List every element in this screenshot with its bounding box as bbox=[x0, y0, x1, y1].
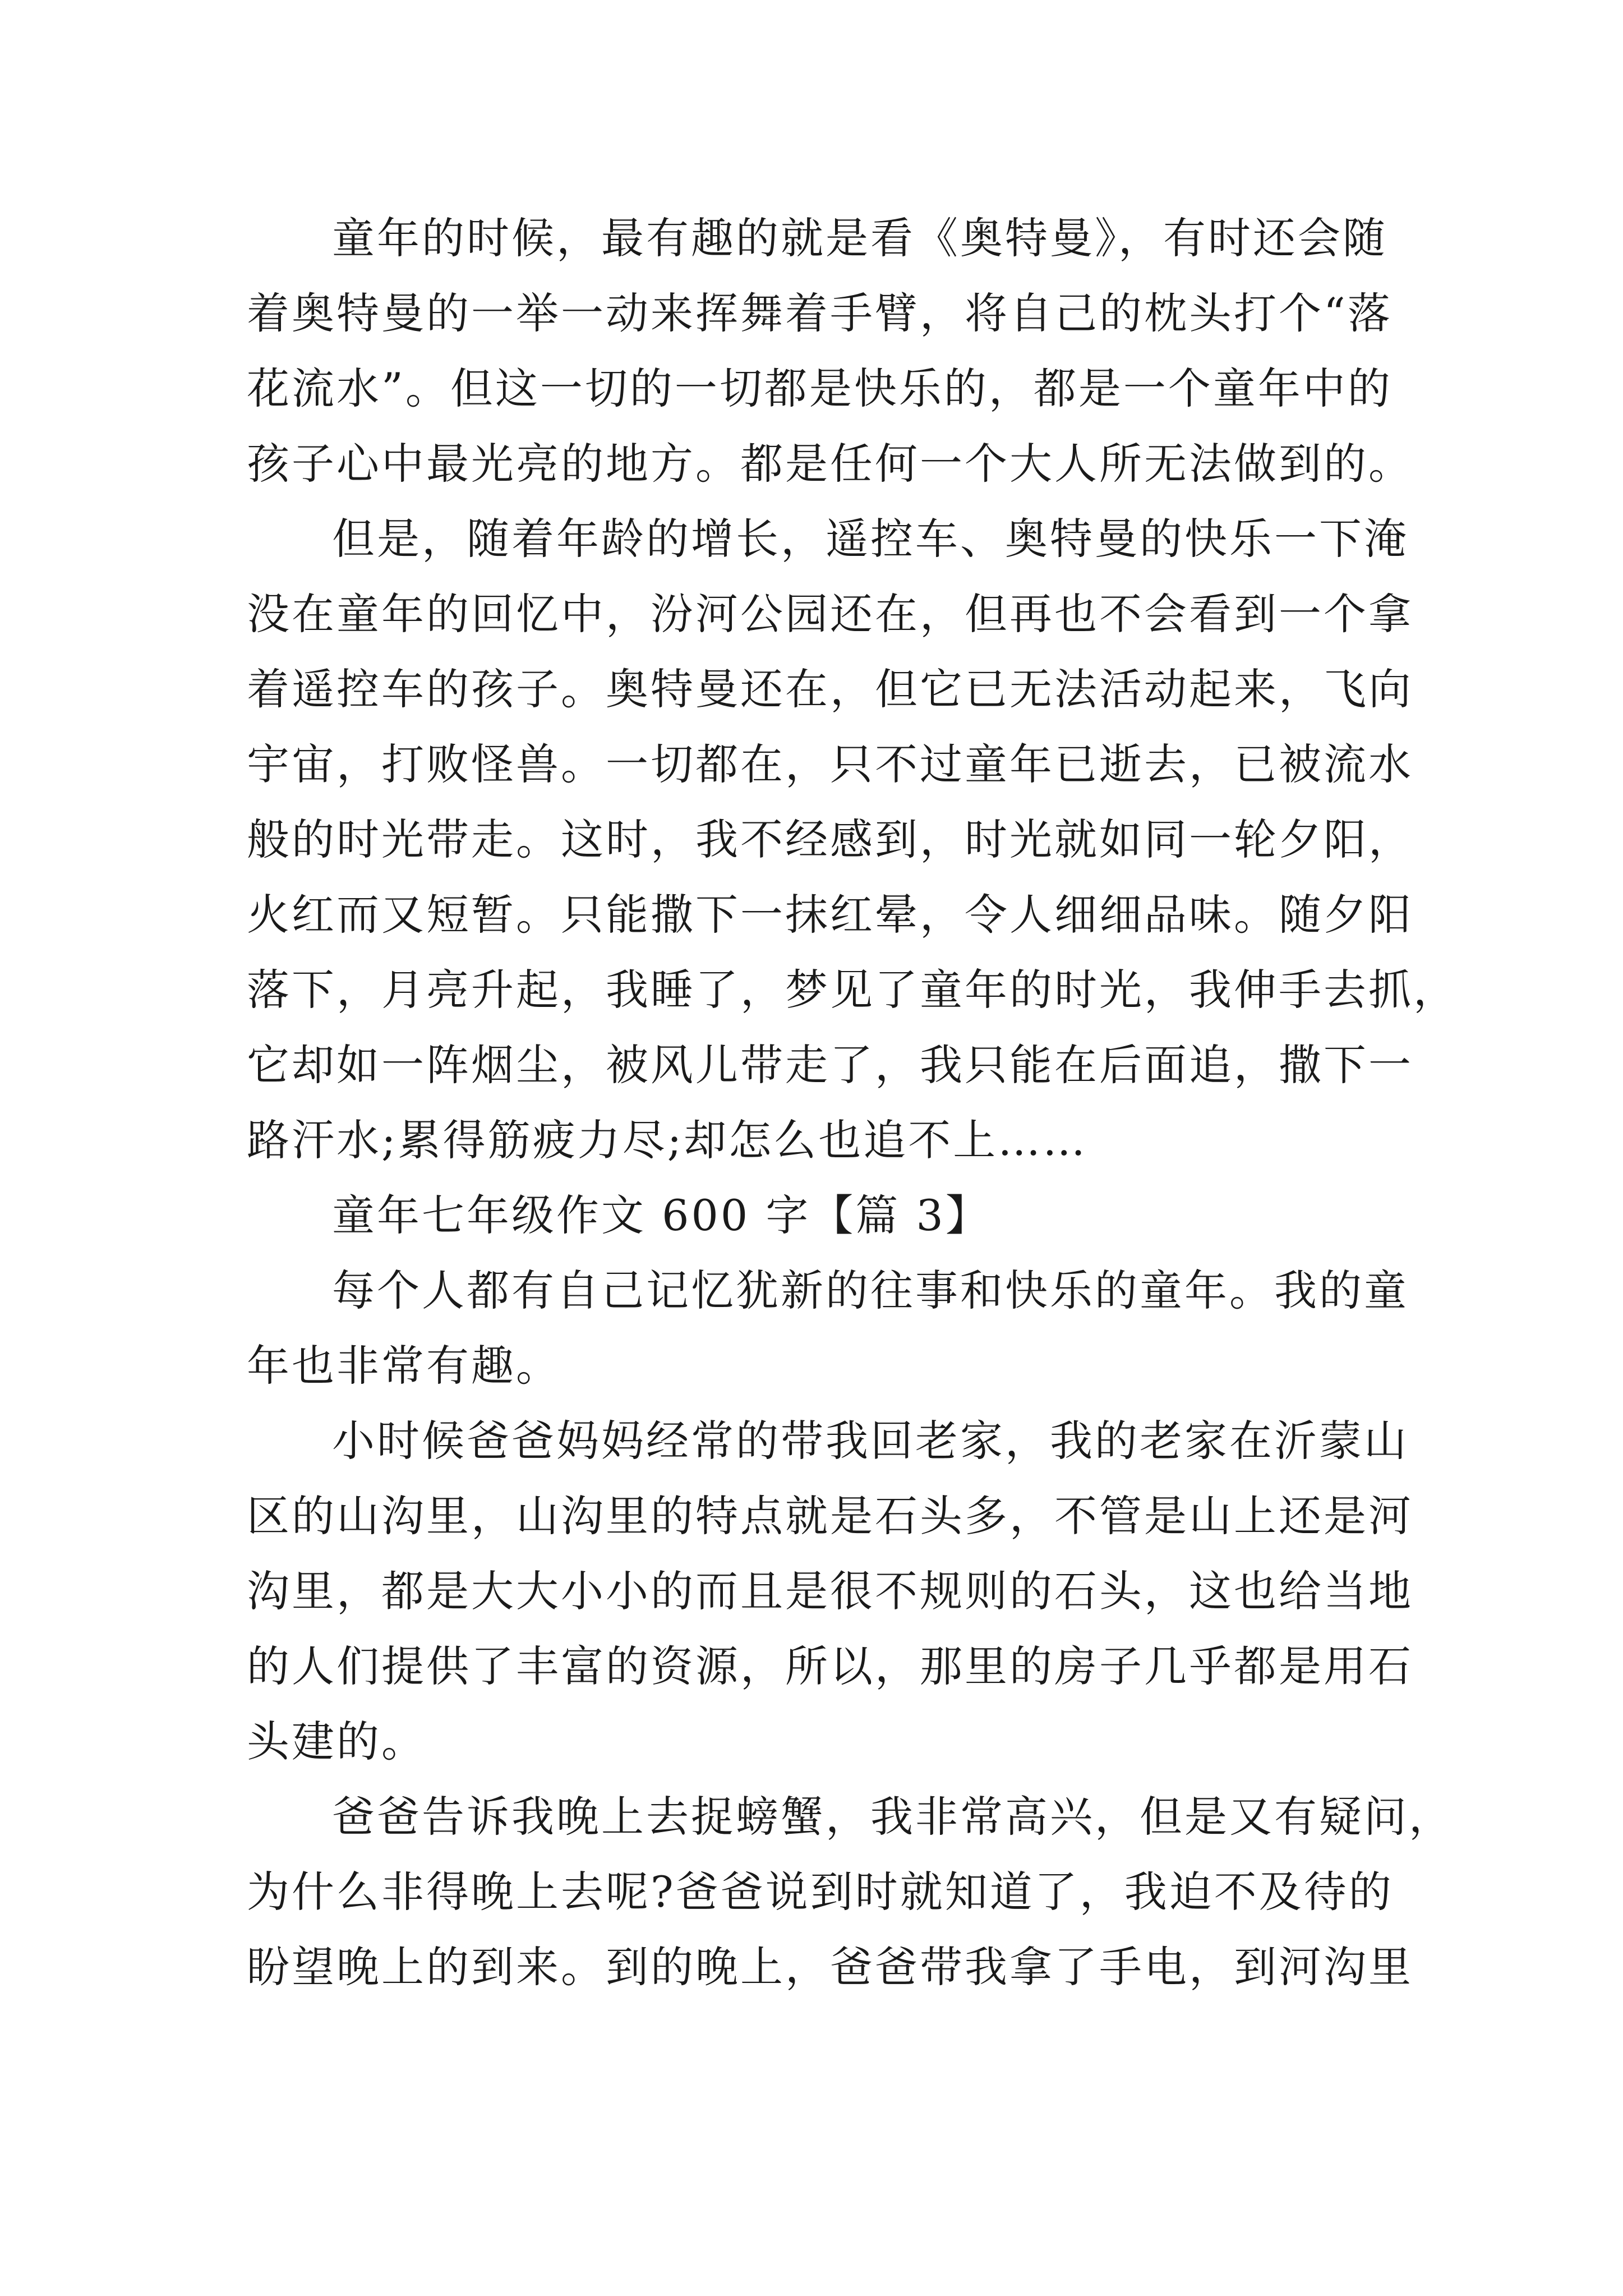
text-line: 宇宙，打败怪兽。一切都在，只不过童年已逝去，已被流水 bbox=[247, 739, 1413, 789]
text-line: 花流水”。但这一切的一切都是快乐的，都是一个童年中的 bbox=[247, 364, 1393, 413]
text-line: 爸爸告诉我晚上去捉螃蟹，我非常高兴，但是又有疑问， bbox=[332, 1792, 1454, 1842]
text-line: 为什么非得晚上去呢?爸爸说到时就知道了，我迫不及待的 bbox=[247, 1867, 1394, 1917]
section-heading: 童年七年级作文 600 字【篇 3】 bbox=[332, 1190, 990, 1240]
text-line: 着遥控车的孩子。奥特曼还在，但它已无法活动起来，飞向 bbox=[247, 664, 1413, 714]
text-line: 的人们提供了丰富的资源，所以，那里的房子几乎都是用石 bbox=[247, 1641, 1413, 1691]
text-line: 般的时光带走。这时，我不经感到，时光就如同一轮夕阳， bbox=[247, 815, 1413, 864]
text-line: 区的山沟里，山沟里的特点就是石头多，不管是山上还是河 bbox=[247, 1491, 1413, 1541]
document-body bbox=[247, 201, 1458, 2005]
text-line: 路汗水;累得筋疲力尽;却怎么也追不上…… bbox=[247, 1115, 1088, 1165]
text-line: 没在童年的回忆中，汾河公园还在，但再也不会看到一个拿 bbox=[247, 589, 1413, 639]
text-line: 孩子心中最光亮的地方。都是任何一个大人所无法做到的。 bbox=[247, 439, 1413, 489]
text-line: 小时候爸爸妈妈经常的带我回老家，我的老家在沂蒙山 bbox=[332, 1416, 1409, 1466]
text-line: 火红而又短暂。只能撒下一抹红晕，令人细细品味。随夕阳 bbox=[247, 890, 1413, 940]
text-line: 落下，月亮升起，我睡了，梦见了童年的时光，我伸手去抓， bbox=[247, 965, 1458, 1015]
text-line: 年也非常有趣。 bbox=[247, 1341, 561, 1391]
text-line: 它却如一阵烟尘，被风儿带走了，我只能在后面追，撒下一 bbox=[247, 1040, 1413, 1090]
text-line: 着奥特曼的一举一动来挥舞着手臂，将自己的枕头打个“落 bbox=[247, 288, 1393, 338]
text-line: 但是，随着年龄的增长，遥控车、奥特曼的快乐一下淹 bbox=[332, 514, 1409, 564]
text-line: 盼望晚上的到来。到的晚上，爸爸带我拿了手电，到河沟里 bbox=[247, 1942, 1413, 1992]
text-line: 童年的时候，最有趣的就是看《奥特曼》，有时还会随 bbox=[332, 213, 1387, 263]
text-line: 沟里，都是大大小小的而且是很不规则的石头，这也给当地 bbox=[247, 1566, 1413, 1616]
text-line: 每个人都有自己记忆犹新的往事和快乐的童年。我的童 bbox=[332, 1266, 1409, 1315]
text-line: 头建的。 bbox=[247, 1717, 426, 1766]
